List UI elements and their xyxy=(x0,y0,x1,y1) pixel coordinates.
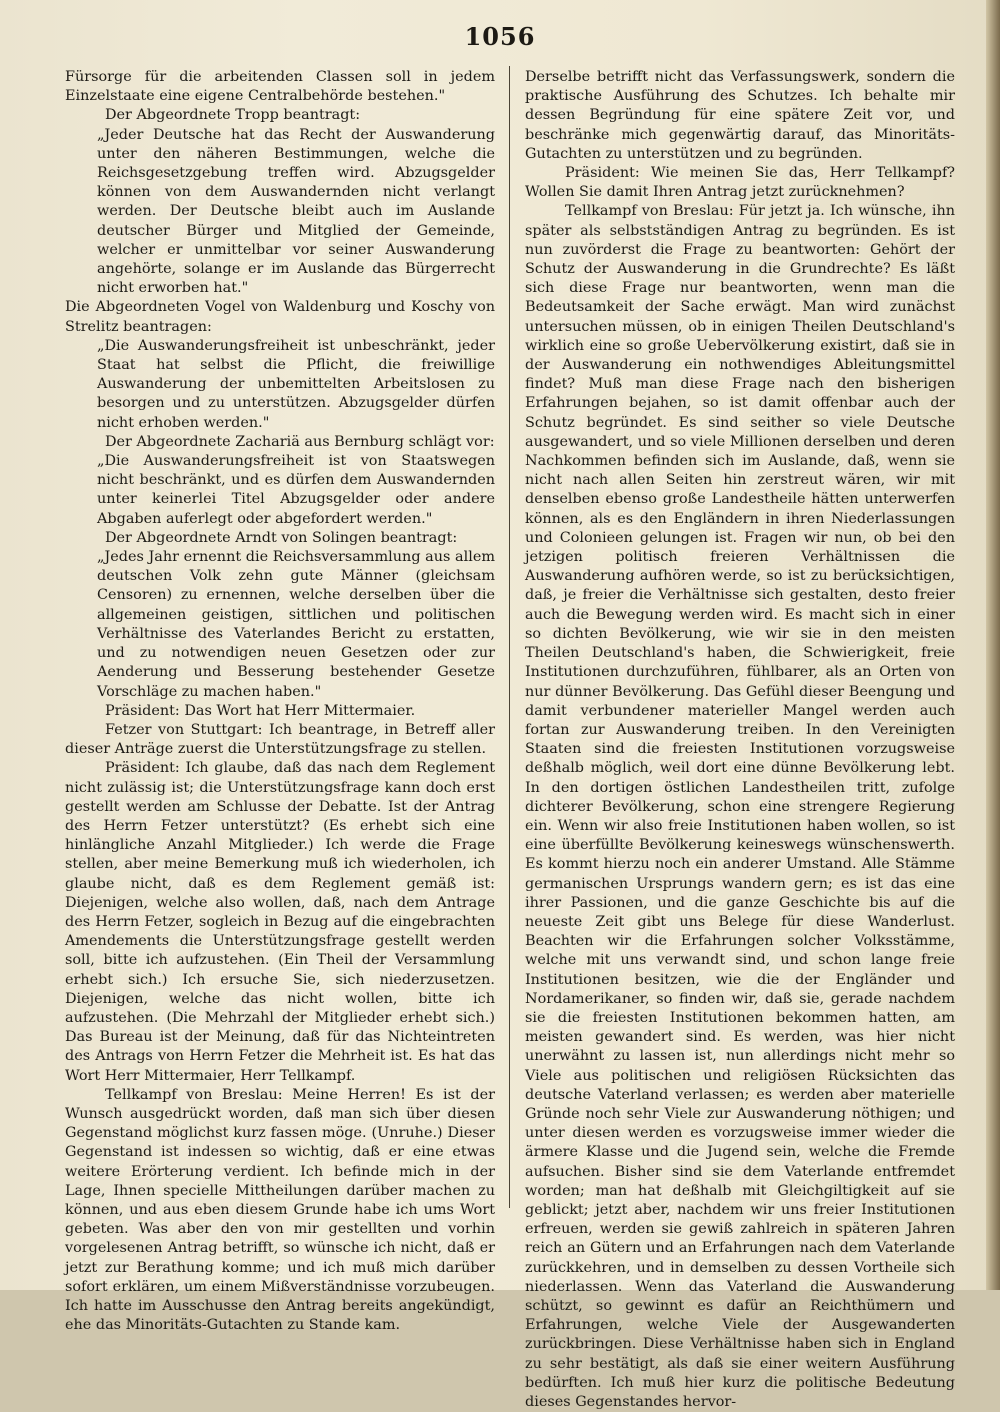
speaker-paragraph: Fetzer von Stuttgart: Ich beantrage, in Betreff aller dieser Anträge zuerst die Unterstützungsfrage zu stellen. xyxy=(65,721,495,758)
quote-paragraph: „Die Auswanderungsfreiheit ist unbeschränkt, jeder Staat hat selbst die Pflicht, die freiwillige Auswanderung der unbemittelten Arbeitslosen zu besorgen und zu unterstützen. Abzugsgelder dürfen nicht erhoben werden." xyxy=(97,337,495,431)
speaker-paragraph: Tellkampf von Breslau: Für jetzt ja. Ich wünsche, ihn später als selbstständigen Antrag zu begründen. Es ist nun zuvörderst die Frage zu beantworten: Gehört der Schutz der Auswanderung in die Grundrechte? Es läßt sich diese Frage nur beantworten, wenn man die Bedeutsamkeit der Sache erwägt. Man wird zunächst untersuchen müssen, ob in einigen Theilen Deutschland's wirklich eine so große Uebervölkerung existirt, daß sie in der Auswanderung ein nothwendiges Ableitungsmittel findet? Muß man diese Frage nach den bisherigen Erfahrungen bejahen, so ist damit offenbar auch der Schutz begründet. Es sind seither so viele Deutsche ausgewandert, und so viele Millionen derselben und deren Nachkommen befinden sich im Auslande, daß, wenn sie nicht nach allen Seiten hin zerstreut wären, wir mit denselben ebenso große Landestheile hätten unterwerfen können, als es den Engländern in ihren Niederlassungen und Colonieen gelungen ist. Fragen wir nun, ob bei den jetzigen politisch freieren Verhältnissen die Auswanderung aufhören werde, so ist zu berücksichtigen, daß, je freier die Verhältnisse sich gestalten, desto freier auch die Bewegung werden wird. Es macht sich in einer so dichten Bevölkerung, wie wir sie in den meisten Theilen Deutschland's haben, die Schwierigkeit, freie Institutionen durchzuführen, fühlbarer, als an Orten von nur dünner Bevölkerung. Das Gefühl dieser Beengung und damit verbundener materieller Mangel werden auch fortan zur Auswanderung treiben. In den Vereinigten Staaten sind die freiesten Institutionen vorzugsweise deßhalb möglich, weil dort eine dünne Bevölkerung lebt. In den dortigen östlichen Landestheilen tritt, zufolge dichterer Bevölkerung, schon eine strengere Regierung ein. Wenn wir also freie Institutionen haben wollen, so ist eine überfüllte Bevölkerung keineswegs wünschenswerth. Es kommt hierzu noch ein anderer Umstand. Alle Stämme germanischen Ursprungs wandern gern; es ist das eine ihrer Passionen, und die ganze Geschichte bis auf die neueste Zeit gibt uns Belege für diese Wanderlust. Beachten wir die Erfahrungen solcher Volksstämme, welche mit uns verwandt sind, und schon lange freie Institutionen besitzen, wie die der Engländer und Nordamerikaner, so finden wir, daß sie, gerade nachdem sie die freiesten Institutionen bekommen hatten, am meisten gewandert sind. Es werden, was hier nicht unerwähnt zu lassen ist, nun allerdings nicht mehr so Viele aus politischen und religiösen Rücksichten das deutsche Vaterland verlassen; es werden aber materielle Gründe noch sehr Viele zur Auswanderung nöthigen; und unter diesen werden es vorzugsweise immer wieder die ärmere Klasse und die Jugend sein, welche die Fremde aufsuchen. Bisher sind sie dem Vaterlande entfremdet worden; man hat deßhalb mit Gleichgiltigkeit auf sie geblickt; jetzt aber, nachdem wir uns freier Institutionen erfreuen, werden sie gewiß zahlreich in späteren Jahren reich an Gütern und an Erfahrungen nach dem Vaterlande zurückkehren, und in demselben zu dessen Vortheile sich niederlassen. Wenn das Vaterland die Auswanderung schützt, so gewinnt es dafür an Reichthümern und Erfahrungen, welche Viele der Ausgewanderten zurückbringen. Diese Verhältnisse haben sich in England zu sehr bestätigt, als daß sie einer weitern Ausführung bedürften. Ich muß hier kurz die politische Bedeutung dieses Gegenstandes hervor- xyxy=(525,203,955,1411)
left-column xyxy=(65,68,495,1335)
speaker-paragraph: Präsident: Wie meinen Sie das, Herr Tellkampf? Wollen Sie damit Ihren Antrag jetzt zurücknehmen? xyxy=(525,165,955,201)
paragraph: Der Abgeordnete Tropp beantragt: xyxy=(105,107,361,124)
paragraph: Fürsorge für die arbeitenden Classen soll in jedem Einzelstaate eine eigene Centralbehörde bestehen." xyxy=(65,69,495,105)
quote-paragraph: „Die Auswanderungsfreiheit ist von Staatswegen nicht beschränkt, und es dürfen dem Auswandernden unter keinerlei Titel Abzugsgelder oder andere Abgaben auferlegt oder abgefordert werden." xyxy=(97,453,495,527)
speaker-paragraph: Tellkampf von Breslau: Meine Herren! Es ist der Wunsch ausgedrückt worden, daß man sich über diesen Gegenstand möglichst kurz fassen möge. (Unruhe.) Dieser Gegenstand ist indessen so wichtig, daß er eine etwas weitere Erörterung verdient. Ich befinde mich in der Lage, Ihnen specielle Mittheilungen darüber machen zu können, und aus eben diesem Grunde habe ich ums Wort gebeten. Was aber den von mir gestellten und vorhin vorgelesenen Antrag betrifft, so wünsche ich nicht, daß er jetzt zur Berathung komme; und ich muß mich darüber sofort erklären, um einem Mißverständnisse vorzubeugen. Ich hatte im Ausschusse den Antrag bereits angekündigt, ehe das Minoritäts-Gutachten zu Stande kam. xyxy=(65,1086,495,1334)
quote-paragraph: „Jeder Deutsche hat das Recht der Auswanderung unter den näheren Bestimmungen, welche die Reichsgesetzgebung treffen wird. Abzugsgelder können von dem Auswandernden nicht verlangt werden. Der Deutsche bleibt auch im Auslande deutscher Bürger und Mitglied der Gemeinde, welcher er unmittelbar vor seiner Auswanderung angehörte, solange er im Auslande das Bürgerrecht nicht erworben hat." xyxy=(97,126,495,297)
book-spine-shadow xyxy=(986,0,1000,1290)
paragraph: Der Abgeordnete Zachariä aus Bernburg schlägt vor: xyxy=(105,433,495,450)
column-divider xyxy=(509,66,510,1208)
paragraph: Die Abgeordneten Vogel von Waldenburg und Koschy von Strelitz beantragen: xyxy=(65,299,495,335)
speaker-paragraph: Präsident: Das Wort hat Herr Mittermaier. xyxy=(105,702,416,719)
paragraph: Der Abgeordnete Arndt von Solingen beantragt: xyxy=(105,529,458,546)
quote-paragraph: „Jedes Jahr ernennt die Reichsversammlung aus allem deutschen Volk zehn gute Männer (gleichsam Censoren) zu ernennen, welche derselben über die allgemeinen geistigen, sittlichen und politischen Verhältnisse des Vaterlandes Bericht zu erstatten, und zu notwendigen neuen Gesetzen oder zur Aenderung und Besserung bestehender Gesetze Vorschläge zu machen haben." xyxy=(97,549,495,700)
page-number: 1056 xyxy=(464,22,536,51)
right-column xyxy=(525,68,955,1412)
speaker-paragraph: Präsident: Ich glaube, daß das nach dem Reglement nicht zulässig ist; die Unterstützungsfrage kann doch erst gestellt werden am Schlusse der Debatte. Ist der Antrag des Herrn Fetzer unterstützt? (Es erhebt sich eine hinlängliche Anzahl Mitglieder.) Ich werde die Frage stellen, aber meine Bemerkung muß ich wiederholen, ich glaube nicht, daß es dem Reglement gemäß ist: Diejenigen, welche also wollen, daß, nach dem Antrage des Herrn Fetzer, sogleich in Bezug auf die eingebrachten Amendements die Unterstützungsfrage gestellt werden soll, bitte ich aufzustehen. (Ein Theil der Versammlung erhebt sich.) Ich ersuche Sie, sich niederzusetzen. Diejenigen, welche das nicht wollen, bitte ich aufzustehen. (Die Mehrzahl der Mitglieder erhebt sich.) Das Bureau ist der Meinung, daß für das Nichteintreten des Antrags von Herrn Fetzer die Mehrheit ist. Es hat das Wort Herr Mittermaier, Herr Tellkampf. xyxy=(65,760,495,1084)
paragraph: Derselbe betrifft nicht das Verfassungswerk, sondern die praktische Ausführung des Schutzes. Ich behalte mir dessen Begründung für eine spätere Zeit vor, und beschränke mich gegenwärtig darauf, das Minoritäts-Gutachten zu unterstützen und zu begründen. xyxy=(525,69,955,162)
